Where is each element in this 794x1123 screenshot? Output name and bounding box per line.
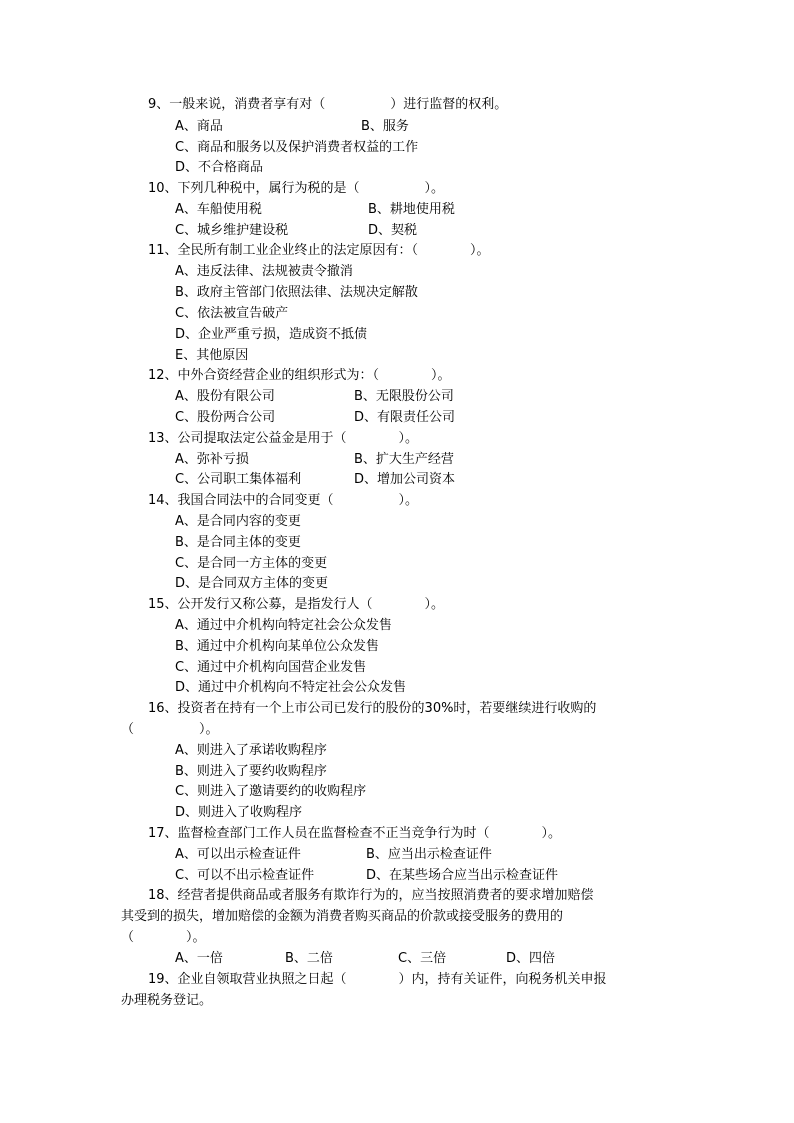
- question-15-option-d: D、通过中介机构向不特定社会公众发售: [175, 680, 407, 695]
- question-14-option-b: B、是合同主体的变更: [175, 535, 301, 550]
- question-11-option-b: B、政府主管部门依照法律、法规决定解散: [175, 285, 418, 300]
- question-12-option-d: D、有限责任公司: [354, 410, 456, 425]
- question-16-option-a: A、则进入了承诺收购程序: [175, 743, 327, 758]
- question-14-option-a: A、是合同内容的变更: [175, 514, 301, 529]
- question-12-stem: 12、中外合资经营企业的组织形式为：（ ）。: [148, 368, 451, 383]
- question-13-option-b: B、扩大生产经营: [354, 452, 454, 467]
- question-9-option-d: D、不合格商品: [175, 160, 264, 175]
- question-9-option-a: A、商品: [175, 119, 223, 134]
- question-14-stem: 14、我国合同法中的合同变更（ ）。: [148, 493, 419, 508]
- question-11-option-d: D、企业严重亏损，造成资不抵债: [175, 327, 368, 342]
- question-10-option-a: A、车船使用税: [175, 202, 262, 217]
- question-11-stem: 11、全民所有制工业企业终止的法定原因有：（ ）。: [148, 243, 490, 258]
- question-10-option-d: D、契税: [368, 223, 418, 238]
- question-11-option-e: E、其他原因: [175, 348, 249, 363]
- question-18-stem-line3: （ ）。: [121, 930, 206, 945]
- question-16-option-b: B、则进入了要约收购程序: [175, 764, 327, 779]
- question-18-stem-line2: 其受到的损失，增加赔偿的金额为消费者购买商品的价款或接受服务的费用的: [121, 909, 564, 924]
- question-18-option-c: C、三倍: [398, 951, 447, 966]
- question-19-stem-line2: 办理税务登记。: [121, 993, 213, 1008]
- question-10-option-b: B、耕地使用税: [368, 202, 455, 217]
- question-16-option-c: C、则进入了邀请要约的收购程序: [175, 784, 367, 799]
- question-15-option-c: C、通过中介机构向国营企业发售: [175, 660, 367, 675]
- question-14-option-d: D、是合同双方主体的变更: [175, 576, 329, 591]
- question-11-option-c: C、依法被宣告破产: [175, 306, 289, 321]
- question-17-option-d: D、在某些场合应当出示检查证件: [366, 868, 559, 883]
- question-18-option-d: D、四倍: [506, 951, 556, 966]
- question-17-stem: 17、监督检查部门工作人员在监督检查不正当竞争行为时（ ）。: [148, 826, 562, 841]
- question-10-option-c: C、城乡维护建设税: [175, 223, 289, 238]
- question-17-option-a: A、可以出示检查证件: [175, 847, 301, 862]
- question-19-stem-line1: 19、企业自领取营业执照之日起（ ）内，持有关证件，向税务机关申报: [148, 972, 607, 987]
- question-12-option-c: C、股份两合公司: [175, 410, 276, 425]
- question-11-option-a: A、违反法律、法规被责令撤消: [175, 264, 353, 279]
- question-13-option-a: A、弥补亏损: [175, 452, 249, 467]
- question-16-stem-line2: （ ）。: [121, 722, 219, 737]
- question-12-option-b: B、无限股份公司: [354, 389, 454, 404]
- question-10-stem: 10、下列几种税中，属行为税的是（ ）。: [148, 181, 445, 196]
- question-18-stem-line1: 18、经营者提供商品或者服务有欺诈行为的，应当按照消费者的要求增加赔偿: [148, 888, 594, 903]
- question-13-option-d: D、增加公司资本: [354, 472, 456, 487]
- question-13-option-c: C、公司职工集体福利: [175, 472, 302, 487]
- question-9-option-c: C、商品和服务以及保护消费者权益的工作: [175, 140, 419, 155]
- question-9-option-b: B、服务: [361, 119, 409, 134]
- question-15-stem: 15、公开发行又称公募，是指发行人（ ）。: [148, 597, 445, 612]
- question-15-option-a: A、通过中介机构向特定社会公众发售: [175, 618, 392, 633]
- question-17-option-b: B、应当出示检查证件: [366, 847, 492, 862]
- question-15-option-b: B、通过中介机构向某单位公众发售: [175, 639, 379, 654]
- question-18-option-b: B、二倍: [285, 951, 333, 966]
- question-18-option-a: A、一倍: [175, 951, 223, 966]
- question-14-option-c: C、是合同一方主体的变更: [175, 556, 328, 571]
- question-16-option-d: D、则进入了收购程序: [175, 805, 303, 820]
- question-9-stem: 9、一般来说，消费者享有对（ ）进行监督的权利。: [148, 97, 508, 112]
- question-13-stem: 13、公司提取法定公益金是用于（ ）。: [148, 431, 419, 446]
- question-17-option-c: C、可以不出示检查证件: [175, 868, 315, 883]
- question-12-option-a: A、股份有限公司: [175, 389, 275, 404]
- question-16-stem-line1: 16、投资者在持有一个上市公司已发行的股份的30%时，若要继续进行收购的: [148, 701, 597, 716]
